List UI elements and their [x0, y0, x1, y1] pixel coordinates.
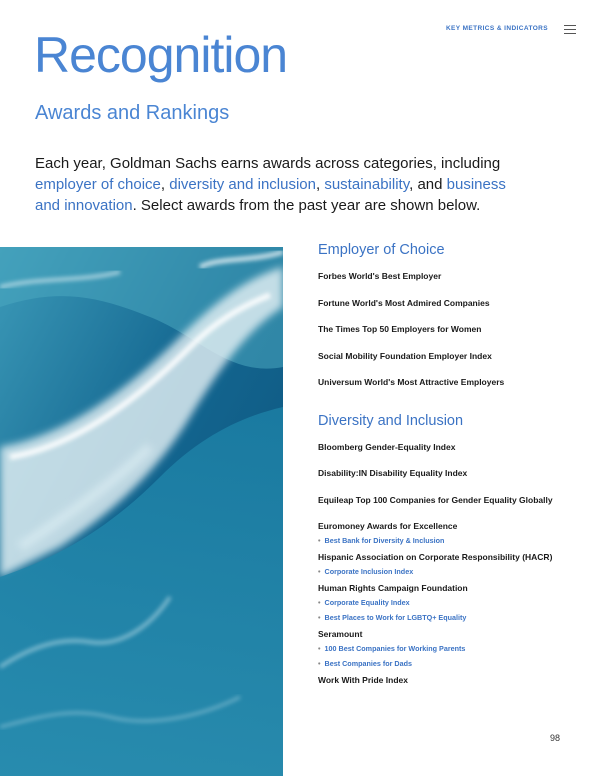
award-item: Bloomberg Gender-Equality Index: [318, 441, 456, 452]
award-item: Work With Pride Index: [318, 675, 408, 685]
award-item: [318, 552, 588, 577]
intro-text: Each year, Goldman Sachs earns awards across categories, including: [35, 155, 501, 172]
award-name: Hispanic Association on Corporate Responsibility (HACR): [318, 552, 553, 562]
intro-separator: ,: [316, 176, 325, 193]
award-item: Fortune World's Most Admired Companies: [318, 297, 490, 308]
award-item: [318, 583, 588, 623]
award-item: Forbes World's Best Employer: [318, 271, 442, 281]
award-item: Disability:IN Disability Equality Index: [318, 468, 468, 478]
award-sub-item: • Best Places to Work for LGBTQ+ Equality: [318, 613, 588, 623]
award-item: Universum World's Most Attractive Employers: [318, 377, 505, 387]
page-number: 98: [550, 733, 561, 743]
award-name: Human Rights Campaign Foundation: [318, 583, 468, 593]
award-sub-item: • Best Bank for Diversity & Inclusion: [318, 536, 588, 546]
category-title-employer-of-choice: Employer of Choice: [318, 242, 445, 258]
intro-text: . Select awards from the past year are shown below.: [132, 197, 481, 214]
intro-separator: , and: [409, 176, 447, 193]
award-name: Seramount: [318, 629, 363, 639]
intro-paragraph: [35, 153, 535, 216]
awards-list: [318, 242, 588, 702]
intro-separator: ,: [160, 176, 170, 193]
section-nav-link[interactable]: KEY METRICS & INDICATORS: [445, 25, 548, 32]
award-item: The Times Top 50 Employers for Women: [318, 324, 482, 334]
section-subtitle: Awards and Rankings: [35, 102, 230, 124]
award-sub-item: • 100 Best Companies for Working Parents: [318, 644, 588, 654]
link-sustainability[interactable]: sustainability: [324, 176, 410, 193]
award-item: Social Mobility Foundation Employer Index: [318, 350, 492, 361]
award-item: [318, 629, 588, 669]
link-employer-of-choice[interactable]: employer of choice: [35, 176, 161, 193]
award-sub-item: • Best Companies for Dads: [318, 659, 588, 669]
ocean-wave-photo: [0, 247, 283, 776]
award-name: Euromoney Awards for Excellence: [318, 521, 458, 531]
award-item: [318, 521, 588, 546]
award-item: Equileap Top 100 Companies for Gender Equality Globally: [318, 494, 553, 505]
page-title: Recognition: [34, 27, 288, 83]
link-business-and-innovation[interactable]: business and innovation: [35, 176, 506, 214]
award-sub-item: • Corporate Inclusion Index: [318, 567, 588, 577]
category-title-diversity-and-inclusion: Diversity and Inclusion: [318, 412, 464, 429]
hamburger-menu-icon[interactable]: [564, 25, 576, 35]
ocean-wave-illustration: [0, 247, 283, 776]
link-diversity-and-inclusion[interactable]: diversity and inclusion: [169, 176, 316, 193]
award-sub-item: • Corporate Equality Index: [318, 598, 588, 608]
